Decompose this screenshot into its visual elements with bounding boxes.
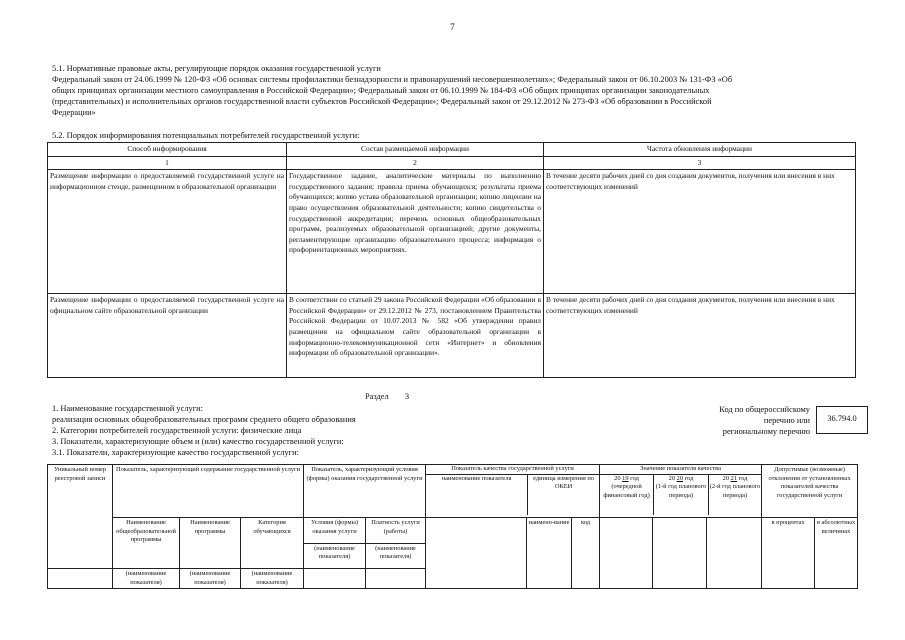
indicator-name-header: наименование показателя bbox=[426, 475, 528, 515]
sub-cell: (наименование показателя) bbox=[304, 543, 366, 569]
year-2-header: 20 20 год (1-й год планового периода) bbox=[654, 475, 709, 515]
unit-name-header: наимено-вание bbox=[527, 518, 572, 589]
year-3-header: 20 21 год (2-й год планового периода) bbox=[709, 474, 761, 499]
quality-heading: 3.1. Показатели, характеризующие качество государственной услуги: bbox=[52, 448, 299, 457]
section-3-info bbox=[52, 403, 612, 458]
year-1-header: 20 19 год (очередной финансовый год) bbox=[600, 475, 654, 515]
quality-indicator-group: Показатель качества государственной услуги наименование показателя единица измерения по ОКЕИ bbox=[426, 465, 600, 518]
unit-code-header: код bbox=[572, 518, 600, 589]
percent-header: в процентах bbox=[762, 518, 815, 589]
section-word: Раздел bbox=[365, 392, 389, 401]
column-number: 1 bbox=[48, 156, 287, 170]
payment-header: Платность услуги (работы) bbox=[366, 518, 426, 544]
info-frequency: В течение десяти рабочих дней со дня создания документов, получения или внесения в них соответствующих изменений bbox=[544, 294, 856, 378]
section-5-1-heading: 5.1. Нормативные правовые акты, регулирующие порядок оказания государственной услуги bbox=[52, 64, 381, 73]
year-3-cell bbox=[707, 518, 762, 589]
section-title bbox=[365, 391, 409, 402]
legal-acts-line: Федерации» bbox=[52, 108, 96, 117]
header-frequency: Частота обновления информации bbox=[544, 143, 856, 157]
header-method: Способ информирования bbox=[48, 143, 287, 157]
info-content: Государственное задание, аналитические материалы по выполнению государственного задания; правила приема обучающихся; результаты приема обучающихся; копию устава образовательной организации; копию лицензии на право осуществления образовательной деятельности; копию свидетельства о государственной аккредитации; перечень основных общеобразовательных программ, реализуемых образовательной организацией; другие документы, регламентирующие организацию образовательного процесса; информация о профориентационных мероприятиях. bbox=[287, 170, 544, 294]
conditions-indicator-header: Показатель, характеризующий условия (формы) оказания государственной услуги bbox=[304, 465, 426, 518]
table-number-row bbox=[48, 156, 856, 170]
quality-values-group: Значение показателя качества 20 19 год (очередной финансовый год) 20 20 год (1-й год планового периода) 20 21 год (2-й год планового периода) bbox=[600, 465, 762, 518]
content-indicator-header: Показатель, характеризующий содержание государственной услуги bbox=[113, 465, 304, 518]
info-method: Размещение информации о предоставляемой государственной услуге на официальном сайте образовательной организации bbox=[48, 294, 287, 378]
registry-code-box: 36.794.0 bbox=[816, 406, 868, 434]
sub-cell bbox=[366, 569, 426, 589]
section-number: 3 bbox=[404, 392, 410, 401]
program-header: Наименование программы bbox=[180, 518, 241, 569]
section-5-2-heading: 5.2. Порядок информирования потенциальных потребителей государственной услуги: bbox=[52, 131, 360, 140]
legal-acts-line: Федеральный закон от 24.06.1999 № 120-ФЗ «Об основах системы профилактики безнадзорности и правонарушений несовершеннолетних»; Федеральный закон от 06.10.2003 № 131-ФЗ «Об bbox=[52, 75, 733, 84]
unique-record-sub bbox=[48, 569, 113, 589]
service-name-label: 1. Наименование государственной услуги: bbox=[52, 404, 203, 413]
column-number: 3 bbox=[544, 156, 856, 170]
legal-acts-line: (представительных) и исполнительных органов государственной власти субъектов Российской Федерации»; Федеральный закон от 29.12.2012 № 273-ФЗ «Об образовании в Российской bbox=[52, 97, 712, 106]
info-method: Размещение информации о предоставляемой государственной услуге на информационном стенде, размещенном в образовательной организации bbox=[48, 170, 287, 294]
student-category-header: Категория обучающихся bbox=[241, 518, 304, 569]
info-content: В соответствии со статьей 29 закона Российской Федерации «Об образовании в Российской Федерации» от 29.12.2012 № 273, постановлением Правительства Российской Федерации от 10.07.2013 № 582 «Об утверждении правил размещения на официальном сайте образовательной организации в информационно-телекоммуникационной сети «Интернет» и обновления информации об образовательной организации». bbox=[287, 294, 544, 378]
sub-cell: (наименование показателя) bbox=[113, 569, 180, 589]
service-conditions-header: Условия (формы) оказания услуги bbox=[304, 518, 366, 544]
registry-code-label: Код по общероссийскому перечню или региональному перечню bbox=[719, 405, 810, 436]
year-2-cell bbox=[653, 518, 707, 589]
indicators-heading: 3. Показатели, характеризующие объем и (или) качество государственной услуги: bbox=[52, 437, 344, 446]
quality-indicators-table bbox=[47, 464, 858, 589]
indicator-name-cell bbox=[426, 518, 527, 589]
service-name-value: реализация основных общеобразовательных программ среднего общего образования bbox=[52, 415, 356, 424]
consumer-category: 2. Категории потребителей государственной услуги: физические лица bbox=[52, 426, 302, 435]
year-1-cell bbox=[600, 518, 653, 589]
program-name-header: Наименование общеобразовательной программы bbox=[113, 518, 180, 569]
deviations-header: Допустимые (возможные) отклонения от установленных показателей качества государственной услуги bbox=[762, 465, 858, 518]
info-frequency: В течение десяти рабочих дней со дня создания документов, получения или внесения в них соответствующих изменений bbox=[544, 170, 856, 294]
information-table bbox=[47, 142, 856, 378]
sub-cell: (наименование показателя) bbox=[180, 569, 241, 589]
sub-cell bbox=[304, 569, 366, 589]
absolute-header: в абсолютных величинах bbox=[815, 518, 858, 589]
table-header-row bbox=[48, 143, 856, 157]
page-number: 7 bbox=[450, 22, 455, 32]
header-content: Состав размещаемой информации bbox=[287, 143, 544, 157]
table-row bbox=[48, 294, 856, 378]
unit-header: единица измерения по ОКЕИ bbox=[533, 474, 594, 491]
unique-record-header: Уникальный номер реестровой записи bbox=[48, 465, 113, 569]
section-5-1 bbox=[52, 63, 867, 118]
legal-acts-line: общих принципах организации местного самоуправления в Российской Федерации»; Федеральный закон от 06.10.1999 № 184-ФЗ «Об общих принципах организации законодательных bbox=[52, 86, 710, 95]
sub-cell: (наименование показателя) bbox=[241, 569, 304, 589]
table-header-row bbox=[48, 465, 858, 518]
table-row bbox=[48, 170, 856, 294]
column-number: 2 bbox=[287, 156, 544, 170]
sub-cell: (наименование показателя) bbox=[366, 543, 426, 569]
table-subheader-row bbox=[48, 518, 858, 544]
